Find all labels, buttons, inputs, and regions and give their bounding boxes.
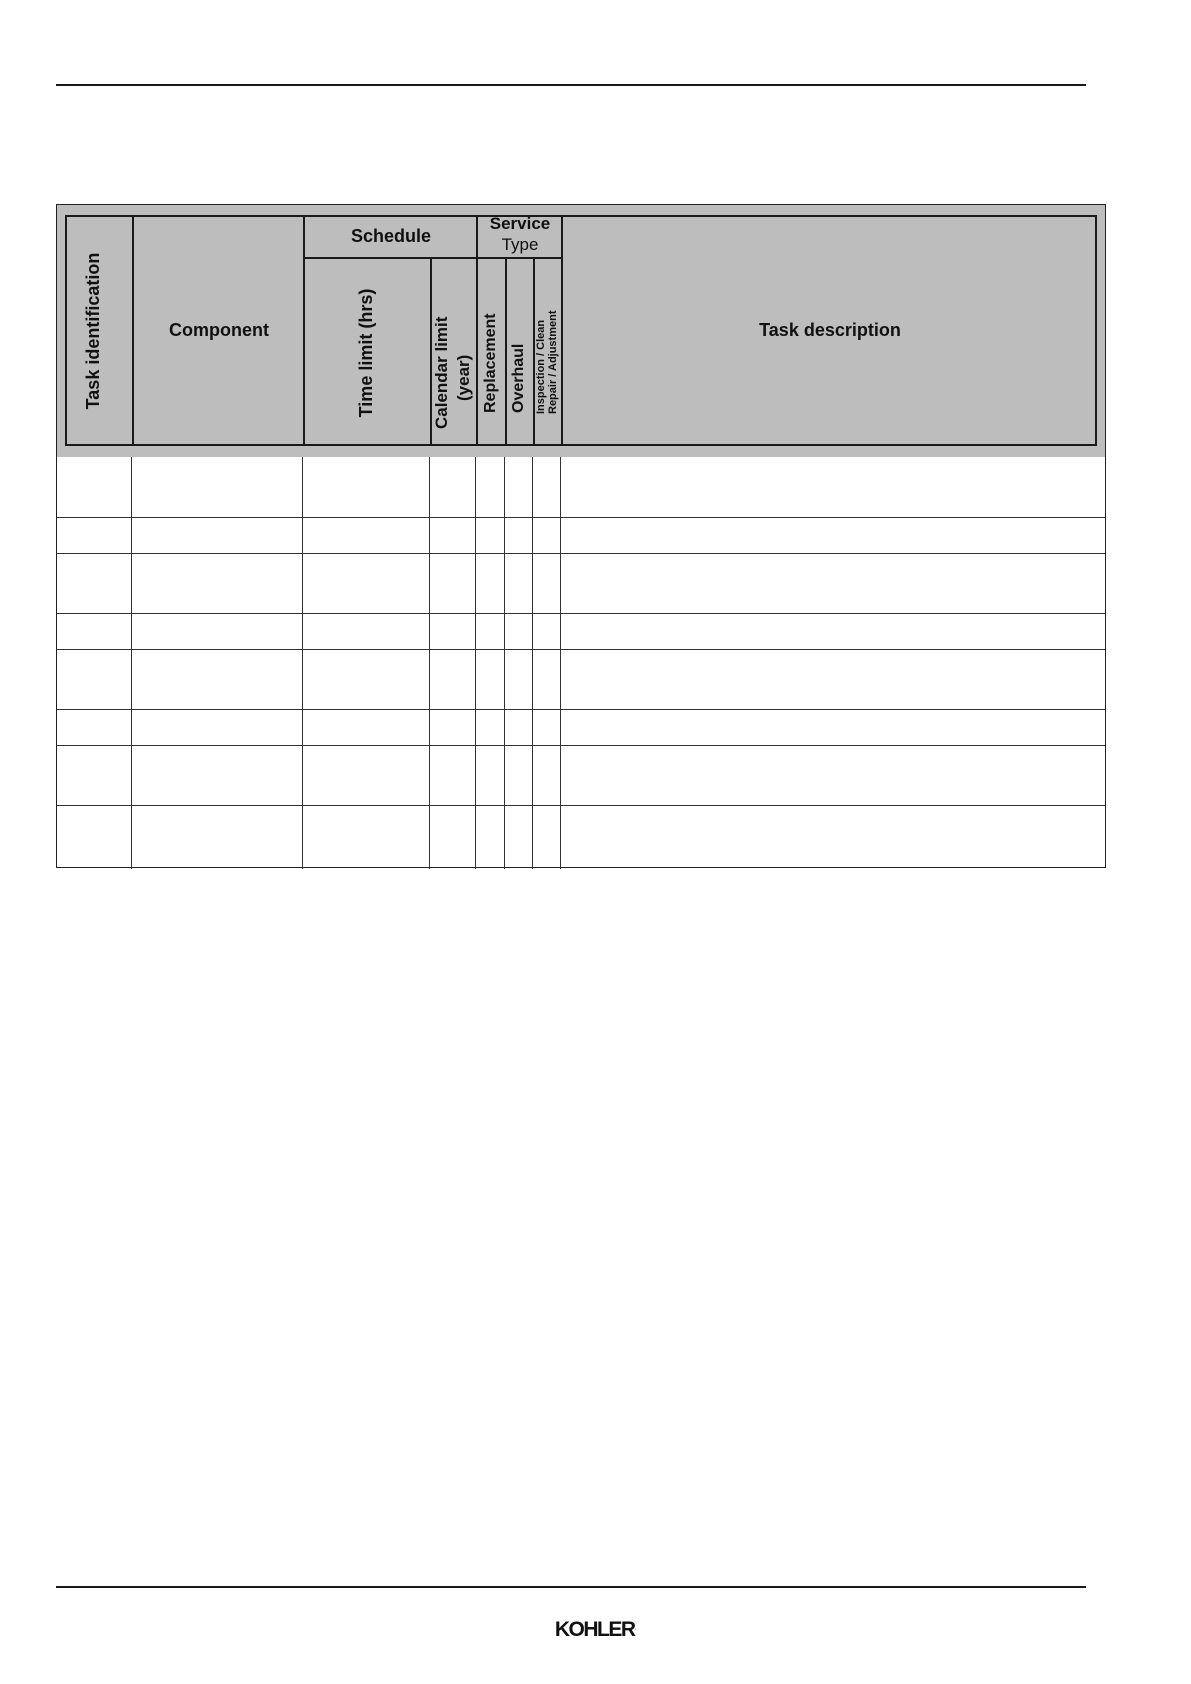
header-inspection-line2: Repair / Adjustment — [547, 310, 559, 414]
header-subdivider — [303, 257, 562, 259]
table-row-divider — [57, 805, 1105, 806]
kohler-logo — [0, 1618, 1191, 1642]
header-calendar-limit — [430, 299, 476, 429]
table-row-divider — [57, 613, 1105, 614]
header-time-limit: Time limit (hrs) — [355, 288, 376, 418]
header-calendar-limit-line1: Calendar limit — [432, 316, 451, 429]
header-inspection — [534, 294, 560, 414]
table-row-divider — [57, 553, 1105, 554]
header-rule — [56, 84, 1086, 86]
body-column-divider — [429, 457, 430, 869]
header-component: Component — [169, 320, 269, 340]
logo-mark: . — [634, 1625, 637, 1632]
header-service-type — [478, 213, 562, 255]
header-inspection-line1: Inspection / Clean — [535, 319, 547, 414]
body-column-divider — [532, 457, 533, 869]
body-column-divider — [560, 457, 561, 869]
header-calendar-limit-line2: (year) — [454, 354, 473, 401]
header-overhaul: Overhaul — [510, 343, 527, 413]
body-column-divider — [131, 457, 132, 869]
table-row-divider — [57, 517, 1105, 518]
footer-rule — [56, 1586, 1086, 1588]
table-row-divider — [57, 709, 1105, 710]
body-column-divider — [475, 457, 476, 869]
header-schedule: Schedule — [350, 226, 432, 246]
body-column-divider — [302, 457, 303, 869]
body-column-divider — [504, 457, 505, 869]
header-task-description: Task description — [759, 320, 901, 340]
header-service-type-line2: Type — [501, 235, 539, 254]
header-service-type-line1: Service — [489, 214, 551, 233]
header-task-identification: Task identification — [82, 252, 103, 410]
table-row-divider — [57, 649, 1105, 650]
header-replacement: Replacement — [482, 313, 499, 413]
table-row-divider — [57, 745, 1105, 746]
maintenance-table — [56, 204, 1106, 868]
logo-wordmark: KOHLER — [554, 1618, 635, 1641]
